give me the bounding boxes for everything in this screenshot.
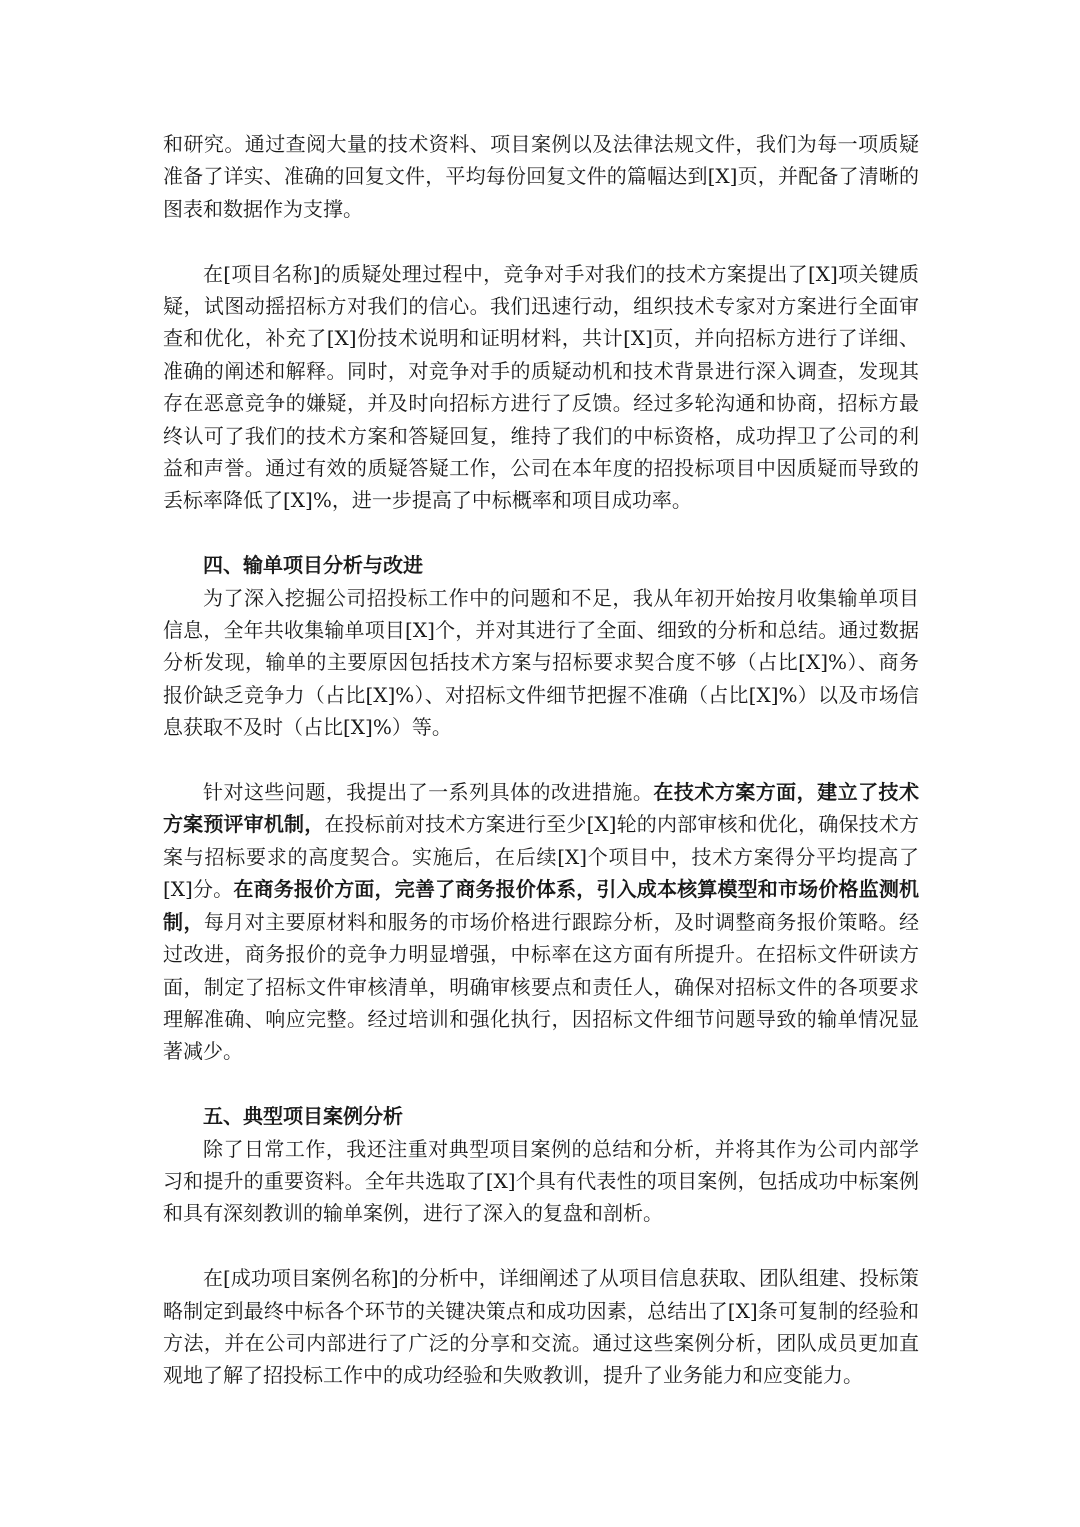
commercial-quote-detail-text: 每月对主要原材料和服务的市场价格进行跟踪分析，及时调整商务报价策略。经过改进，商务报价的竞争力明显增强，中标率在这方面有所提升。在招标文件研读方面，制定了招标文件审核清单，明确审核要点和责任人，确保对招标文件的各项要求理解准确、响应完整。经过培训和强化执行，因招标文件细节问题导致的输单情况显著减少。 xyxy=(163,909,920,1064)
technical-plan-detail-text: 在投标前对技术方案进行至少[X]轮的内部审核和优化，确保技术方案与招标要求的高度契合。实施后，在后续[X]个项目中，技术方案得分平均提高了[X]分。 xyxy=(163,812,920,902)
technical-plan-bold-text: 在技术方案方面，建立了技术方案预评审机制， xyxy=(163,780,920,837)
paragraph-research-continuation: 和研究。通过查阅大量的技术资料、项目案例以及法律法规文件，我们为每一项质疑准备了详实、准确的回复文件，平均每份回复文件的篇幅达到[X]页，并配备了清晰的图表和数据作为支撑。 xyxy=(163,132,919,221)
paragraph-lost-bid-causes: 为了深入挖掘公司招投标工作中的问题和不足，我从年初开始按月收集输单项目信息，全年共收集输单项目[X]个，并对其进行了全面、细致的分析和总结。通过数据分析发现，输单的主要原因包括技术方案与招标要求契合度不够（占比[X]%）、商务报价缺乏竞争力（占比[X]%）、对招标文件细节把握不准确（占比[X]%）以及市场信息获取不及时（占比[X]%）等。 xyxy=(163,585,919,740)
commercial-quote-bold-text: 在商务报价方面，完善了商务报价体系，引入成本核算模型和市场价格监测机制， xyxy=(163,877,920,934)
document-body xyxy=(163,128,919,1392)
paragraph-challenge-handling: 在[项目名称]的质疑处理过程中，竞争对手对我们的技术方案提出了[X]项关键质疑，试图动摇招标方对我们的信心。我们迅速行动，组织技术专家对方案进行全面审查和优化，补充了[X]份技术说明和证明材料，共计[X]页，并向招标方进行了详细、准确的阐述和解释。同时，对竞争对手的质疑动机和技术背景进行深入调查，发现其存在恶意竞争的嫌疑，并及时向招标方进行了反馈。经过多轮沟通和协商，招标方最终认可了我们的技术方案和答疑回复，维持了我们的中标资格，成功捍卫了公司的利益和声誉。通过有效的质疑答疑工作，公司在本年度的招投标项目中因质疑而导致的丢标率降低了[X]%，进一步提高了中标概率和项目成功率。 xyxy=(163,261,919,513)
improvement-intro-text: 针对这些问题，我提出了一系列具体的改进措施。 xyxy=(203,780,654,805)
paragraph-improvement-measures xyxy=(163,776,919,1068)
section-heading-case-analysis: 五、典型项目案例分析 xyxy=(203,1104,403,1129)
paragraph-success-case: 在[成功项目案例名称]的分析中，详细阐述了从项目信息获取、团队组建、投标策略制定到最终中标各个环节的关键决策点和成功因素，总结出了[X]条可复制的经验和方法，并在公司内部进行了广泛的分享和交流。通过这些案例分析，团队成员更加直观地了解了招投标工作中的成功经验和失败教训，提升了业务能力和应变能力。 xyxy=(163,1266,919,1388)
section-heading-lost-bid-analysis: 四、输单项目分析与改进 xyxy=(203,553,423,578)
paragraph-case-overview: 除了日常工作，我还注重对典型项目案例的总结和分析，并将其作为公司内部学习和提升的重要资料。全年共选取了[X]个具有代表性的项目案例，包括成功中标案例和具有深刻教训的输单案例，进行了深入的复盘和剖析。 xyxy=(163,1136,919,1226)
